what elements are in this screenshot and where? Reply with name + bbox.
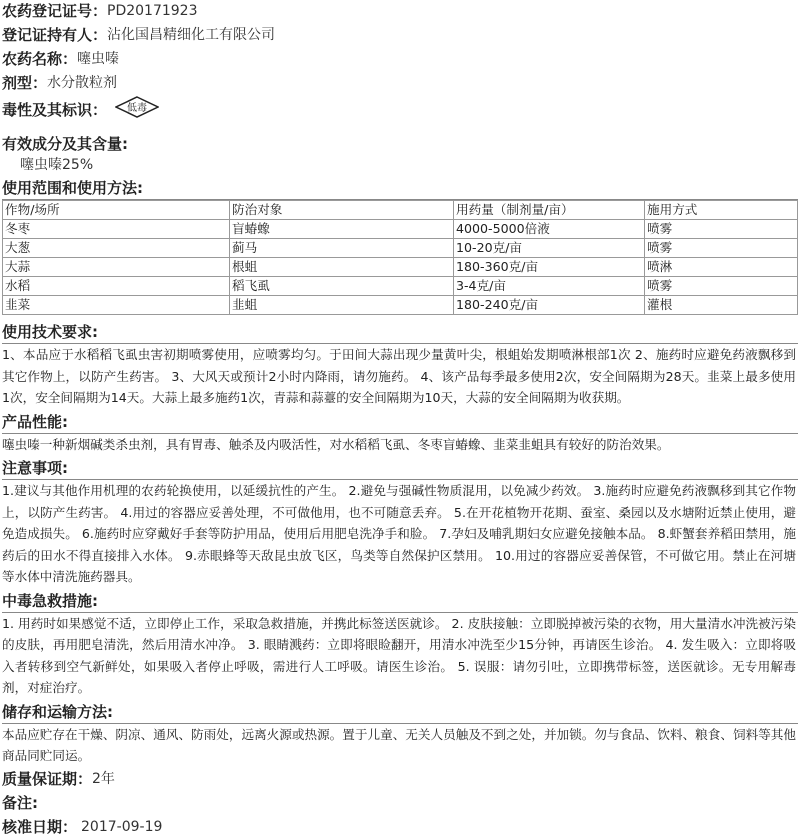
name-value: 噻虫嗪 — [77, 51, 120, 67]
table-cell: 大葱 — [3, 239, 230, 258]
performance-title: 产品性能: — [2, 411, 798, 434]
holder-label: 登记证持有人： — [2, 26, 108, 44]
firstaid-title: 中毒急救措施: — [2, 590, 798, 613]
name-row — [2, 47, 798, 71]
toxicity-badge-text: 低毒 — [127, 102, 148, 114]
shelf-row — [2, 767, 798, 791]
table-cell: 灌根 — [645, 296, 798, 315]
table-row — [3, 220, 798, 239]
table-header-cell: 作物/场所 — [3, 201, 230, 220]
table-cell: 喷淋 — [645, 258, 798, 277]
storage-text: 本品应贮存在干燥、阴凉、通风、防雨处，远离火源或热源。置于儿童、无关人员触及不到之处，并加锁。勿与食品、饮料、粮食、饲料等其他商品同贮同运。 — [2, 726, 796, 763]
table-cell: 根蛆 — [230, 258, 454, 277]
reg-no-row — [2, 0, 798, 23]
reg-no-label: 农药登记证号： — [2, 2, 108, 20]
table-cell: 蓟马 — [230, 239, 454, 258]
performance-text: 噻虫嗪一种新烟碱类杀虫剂，具有胃毒、触杀及内吸活性，对水稻稻飞虱、冬枣盲蝽蟓、韭菜韭蛆具有较好的防治效果。 — [2, 436, 670, 452]
table-row — [3, 258, 798, 277]
table-cell: 韭蛆 — [230, 296, 454, 315]
usage-table — [2, 200, 798, 315]
table-cell: 3-4克/亩 — [454, 277, 645, 296]
notes-row — [2, 791, 798, 815]
table-cell: 大蒜 — [3, 258, 230, 277]
toxicity-label: 毒性及其标识： — [2, 101, 108, 119]
ingredients-title: 有效成分及其含量: — [2, 135, 128, 153]
low-toxicity-diamond-icon — [115, 96, 159, 118]
table-cell: 盲蝽蟓 — [230, 220, 454, 239]
table-row — [3, 296, 798, 315]
shelf-label: 质量保证期： — [2, 769, 93, 788]
table-row — [3, 239, 798, 258]
approval-value: 2017-09-19 — [81, 818, 163, 835]
approval-label: 核准日期： — [2, 817, 78, 836]
table-cell: 4000-5000倍液 — [454, 220, 645, 239]
holder-value: 沾化国昌精细化工有限公司 — [107, 27, 276, 43]
table-cell: 喷雾 — [645, 277, 798, 296]
table-cell: 稻飞虱 — [230, 277, 454, 296]
table-header-cell: 施用方式 — [645, 201, 798, 220]
firstaid-text: 1. 用药时如果感觉不适，立即停止工作，采取急救措施，并携此标签送医就诊。 2. 皮肤接触：立即脱掉被污染的衣物，用大量清水冲洗被污染的皮肤，再用肥皂清洗，然后用清水冲净。 3. 眼睛溅药：立即将眼睑翻开，用清水冲洗至少15分钟，再请医生诊治。 4. 发生吸入：立即将吸入者转移到空气新鲜处，如果吸入者停止呼吸，需进行人工呼吸。请医生诊治。 5. 误服：请勿引吐，立即携带标签，送医就诊。无专用解毒剂，对症治疗。 — [2, 615, 796, 695]
name-label: 农药名称： — [2, 50, 78, 68]
table-cell: 10-20克/亩 — [454, 239, 645, 258]
toxicity-badge — [115, 96, 159, 125]
table-header-row — [3, 201, 798, 220]
table-cell: 180-240克/亩 — [454, 296, 645, 315]
table-row — [3, 277, 798, 296]
technical-text: 1、本品应于水稻稻飞虱虫害初期喷雾使用，应喷雾均匀。于田间大蒜出现少量黄叶尖，根蛆始发期喷淋根部1次 2、施药时应避免药液飘移到其它作物上，以防产生药害。 3、大风天或预计2小时内降雨，请勿施药。 4、该产品每季最多使用2次，安全间隔期为28天。韭菜上最多使用1次，安全间隔期为14天。大蒜上最多施药1次，青蒜和蒜薹的安全间隔期为10天，大蒜的安全间隔期为收获期。 — [2, 347, 796, 405]
ingredients-value: 噻虫嗪25% — [20, 157, 94, 173]
table-cell: 水稻 — [3, 277, 230, 296]
technical-title: 使用技术要求: — [2, 321, 798, 344]
cautions-title: 注意事项: — [2, 457, 798, 480]
table-cell: 喷雾 — [645, 239, 798, 258]
holder-row — [2, 23, 798, 47]
notes-label: 备注: — [2, 793, 38, 812]
table-cell: 喷雾 — [645, 220, 798, 239]
reg-no-value: PD20171923 — [107, 3, 198, 19]
shelf-value: 2年 — [92, 770, 115, 787]
toxicity-row — [2, 95, 798, 125]
table-cell: 180-360克/亩 — [454, 258, 645, 277]
cautions-text: 1.建议与其他作用机理的农药轮换使用，以延缓抗性的产生。 2.避免与强碱性物质混用，以免减少药效。 3.施药时应避免药液飘移到其它作物上，以防产生药害。 4.用过的容器应妥善处理，不可做他用，也不可随意丢弃。 5.在开花植物开花期、蚕室、桑园以及水塘附近禁止使用，避免造成损失。 6.施药时应穿戴好手套等防护用品，使用后用肥皂洗净手和脸。 7.孕妇及哺乳期妇女应避免接触本品。 8.虾蟹套养稻田禁用，施药后的田水不得直接排入水体。 9.赤眼蜂等天敌昆虫放飞区，鸟类等自然保护区禁用。 10.用过的容器应妥善保管，不可做它用。禁止在河塘等水体中清洗施药器具。 — [2, 483, 796, 584]
table-cell: 冬枣 — [3, 220, 230, 239]
table-cell: 韭菜 — [3, 296, 230, 315]
approval-row — [2, 815, 798, 839]
usage-title: 使用范围和使用方法: — [2, 177, 798, 200]
table-header-cell: 用药量（制剂量/亩） — [454, 201, 645, 220]
storage-title: 储存和运输方法: — [2, 701, 798, 724]
form-row — [2, 71, 798, 95]
form-label: 剂型： — [2, 74, 48, 92]
table-header-cell: 防治对象 — [230, 201, 454, 220]
form-value: 水分散粒剂 — [47, 75, 118, 91]
